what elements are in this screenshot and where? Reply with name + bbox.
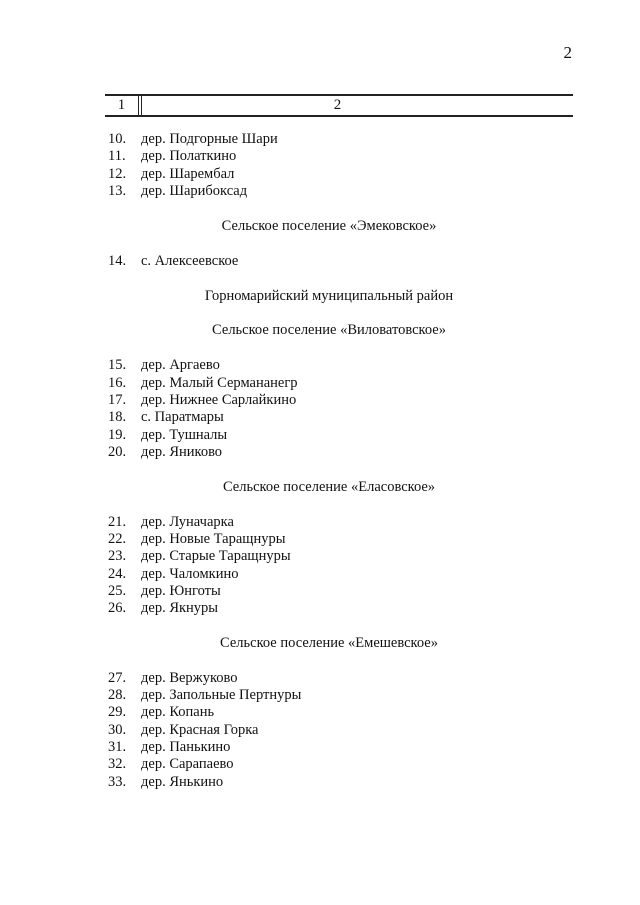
item-number: 24. [108, 565, 127, 582]
section-heading: Сельское поселение «Виловатовское» [212, 322, 446, 339]
list-item [108, 704, 578, 721]
list-item [108, 566, 578, 583]
table-column-header [105, 94, 573, 117]
list-item [108, 722, 578, 739]
item-number: 32. [108, 756, 127, 773]
item-name: дер. Шарибоксад [141, 182, 248, 199]
list-item [108, 357, 578, 374]
item-number: 14. [108, 252, 127, 269]
item-number: 19. [108, 426, 127, 443]
item-number: 20. [108, 443, 127, 460]
list-item [108, 548, 578, 565]
item-name: дер. Аргаево [141, 357, 220, 374]
item-number: 18. [108, 409, 127, 426]
item-name: дер. Нижнее Сарлайкино [141, 391, 297, 408]
item-number: 21. [108, 513, 127, 530]
list-item [108, 253, 578, 270]
item-name: дер. Сарапаево [141, 756, 234, 773]
item-number: 12. [108, 165, 127, 182]
list-item [108, 600, 578, 617]
item-name: дер. Панькино [141, 739, 231, 756]
list-item [108, 687, 578, 704]
item-name: дер. Юнготы [141, 582, 221, 599]
item-name: с. Паратмары [141, 409, 224, 426]
item-number: 16. [108, 374, 127, 391]
item-number: 22. [108, 530, 127, 547]
item-number: 28. [108, 687, 127, 704]
item-number: 17. [108, 391, 127, 408]
item-name: дер. Янькино [141, 773, 224, 790]
item-number: 25. [108, 582, 127, 599]
list-item [108, 183, 578, 200]
item-name: дер. Якнуры [141, 600, 219, 617]
item-name: дер. Копань [141, 704, 215, 721]
item-name: дер. Луначарка [141, 513, 234, 530]
item-name: дер. Полаткино [141, 148, 237, 165]
section-heading: Сельское поселение «Еласовское» [222, 478, 436, 495]
item-name: с. Алексеевское [141, 252, 239, 269]
item-number: 10. [108, 131, 127, 147]
item-name: дер. Запольные Пертнуры [141, 687, 302, 704]
page-number: 2 [563, 43, 572, 62]
item-name: дер. Шарембал [141, 165, 235, 182]
item-number: 23. [108, 548, 127, 565]
list-item [108, 409, 578, 426]
district-heading: Горномарийский муниципальный район [204, 287, 454, 304]
item-name: дер. Старые Таращнуры [141, 548, 291, 565]
item-name: дер. Подгорные Шари [141, 131, 278, 147]
item-name: дер. Красная Горка [141, 721, 259, 738]
item-number: 13. [108, 182, 127, 199]
column-number-1: 1 [105, 96, 139, 115]
item-name: дер. Яниково [141, 443, 223, 460]
item-number: 15. [108, 357, 127, 374]
settlement-list [108, 131, 578, 791]
item-name: дер. Тушналы [141, 426, 228, 443]
item-name: дер. Вержуково [141, 669, 238, 686]
item-number: 29. [108, 704, 127, 721]
item-number: 31. [108, 739, 127, 756]
item-number: 30. [108, 721, 127, 738]
item-number: 26. [108, 600, 127, 617]
section-heading: Сельское поселение «Эмековское» [221, 217, 437, 234]
item-name: дер. Новые Таращнуры [141, 530, 286, 547]
list-item [108, 166, 578, 183]
list-item [108, 131, 578, 148]
list-item [108, 514, 578, 531]
list-item [108, 739, 578, 756]
item-number: 27. [108, 669, 127, 686]
list-item [108, 670, 578, 687]
item-name: дер. Малый Сермананегр [141, 374, 298, 391]
list-item [108, 531, 578, 548]
list-item [108, 774, 578, 791]
item-number: 33. [108, 773, 127, 790]
list-item [108, 148, 578, 165]
item-number: 11. [108, 148, 126, 165]
list-item [108, 427, 578, 444]
list-item [108, 756, 578, 773]
list-item [108, 392, 578, 409]
list-item [108, 375, 578, 392]
item-name: дер. Чаломкино [141, 565, 239, 582]
column-number-2: 2 [333, 97, 342, 113]
list-item [108, 444, 578, 461]
section-heading: Сельское поселение «Емешевское» [220, 634, 438, 651]
list-item [108, 583, 578, 600]
